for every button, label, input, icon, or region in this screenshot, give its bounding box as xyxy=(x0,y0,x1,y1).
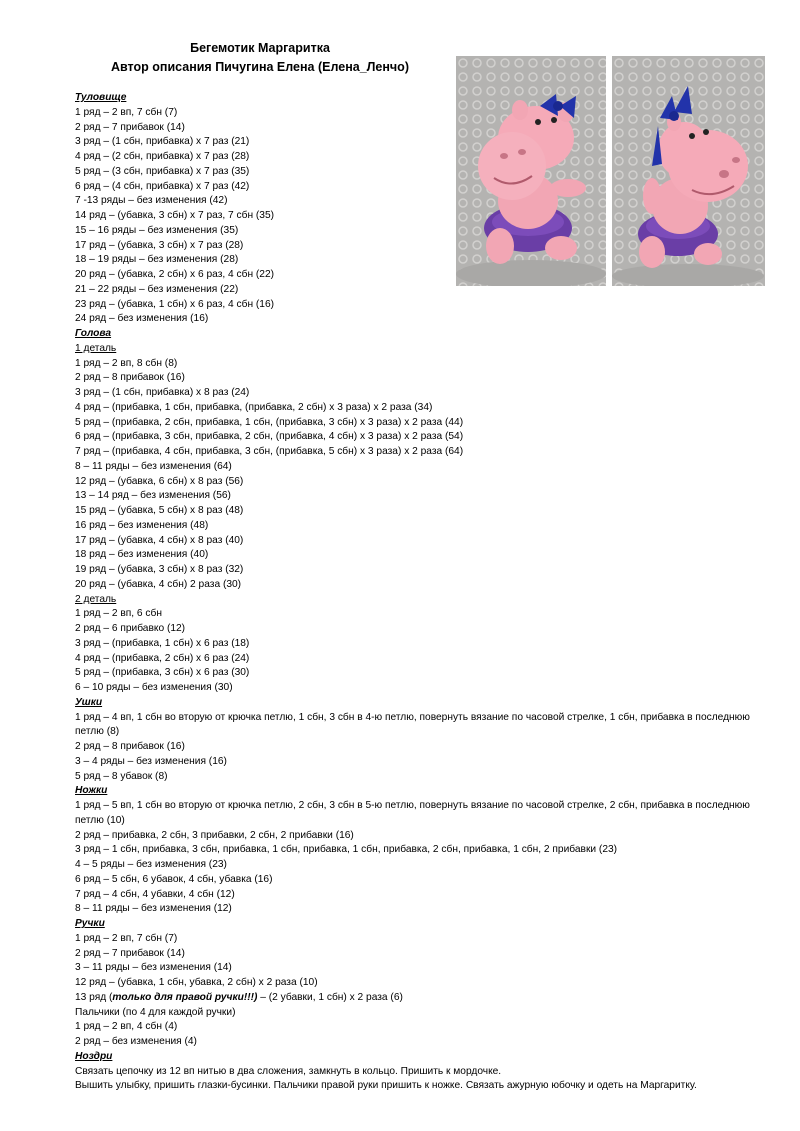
instruction-fragment: 13 ряд ( xyxy=(75,991,113,1003)
instruction-row: 3 ряд – (прибавка, 1 сбн) х 6 раз (18) xyxy=(75,637,250,649)
instruction-row: 1 ряд – 2 вп, 4 сбн (4) xyxy=(75,1021,178,1033)
instruction-row: 12 ряд – (убавка, 6 сбн) х 8 раз (56) xyxy=(75,475,244,487)
instruction-row: 1 ряд – 2 вп, 6 сбн xyxy=(75,608,162,620)
section-heading: Голова xyxy=(75,328,112,339)
instruction-row: 5 ряд – 8 убавок (8) xyxy=(75,770,168,782)
emphasis-note: только для правой ручки!!!) xyxy=(112,991,258,1003)
author-line: Автор описания Пичугина Елена (Елена_Ленчо) xyxy=(111,60,409,74)
instruction-row: 4 ряд – (прибавка, 1 сбн, прибавка, (прибавка, 2 сбн) х 3 раза) х 2 раза (34) xyxy=(75,401,433,413)
instruction-row: 13 – 14 ряд – без изменения (56) xyxy=(75,490,231,502)
instruction-row: 18 – 19 ряды – без изменения (28) xyxy=(75,254,239,266)
instruction-row: 4 ряд – (2 сбн, прибавка) х 7 раз (28) xyxy=(75,151,250,162)
instruction-row: 16 ряд – без изменения (48) xyxy=(75,519,209,531)
instruction-row: 21 – 22 ряды – без изменения (22) xyxy=(75,283,239,295)
instruction-row: 20 ряд – (убавка, 4 сбн) 2 раза (30) xyxy=(75,578,242,590)
instruction-row: 8 – 11 ряды – без изменения (12) xyxy=(75,903,232,915)
instruction-row: Пальчики (по 4 для каждой ручки) xyxy=(75,1006,236,1018)
instruction-row: 3 ряд – (1 сбн, прибавка) х 8 раз (24) xyxy=(75,387,250,398)
instruction-row: 8 – 11 ряды – без изменения (64) xyxy=(75,460,232,472)
instruction-row: 15 – 16 ряды – без изменения (35) xyxy=(75,224,239,236)
instruction-row: 4 ряд – (прибавка, 2 сбн) х 6 раз (24) xyxy=(75,652,250,664)
instruction-row: 2 ряд – 7 прибавок (14) xyxy=(75,121,185,133)
instruction-row: 1 ряд – 5 вп, 1 сбн во вторую от крючка петлю, 2 сбн, 3 сбн в 5-ю петлю, повернуть вязание по часовой стрелке, 2 сбн, прибавка в последнюю петлю (10) xyxy=(75,800,750,826)
section-heading: Туловище xyxy=(75,92,127,103)
instruction-row: 3 ряд – 1 сбн, прибавка, 3 сбн, прибавка, 1 сбн, прибавка, 1 сбн, прибавка, 2 сбн, прибавка, 1 сбн, 2 прибавки (23) xyxy=(75,844,618,856)
instruction-row: 15 ряд – (убавка, 5 сбн) х 8 раз (48) xyxy=(75,505,244,516)
pattern-instructions xyxy=(75,91,775,1094)
instruction-row: 20 ряд – (убавка, 2 сбн) х 6 раз, 4 сбн (22) xyxy=(75,269,275,280)
instruction-row: 5 ряд – (прибавка, 3 сбн) х 6 раз (30) xyxy=(75,667,250,679)
instruction-row: 23 ряд – (убавка, 1 сбн) х 6 раз, 4 сбн (16) xyxy=(75,298,275,310)
instruction-row: 18 ряд – без изменения (40) xyxy=(75,549,209,561)
instruction-row: 2 ряд – 8 прибавок (16) xyxy=(75,372,185,384)
section-heading: Ручки xyxy=(75,918,105,929)
instruction-row: 4 – 5 ряды – без изменения (23) xyxy=(75,859,227,870)
instruction-row: 5 ряд – (3 сбн, прибавка) х 7 раз (35) xyxy=(75,165,250,177)
instruction-row: Вышить улыбку, пришить глазки-бусинки. Пальчики правой руки пришить к ножке. Связать ажурную юбочку и одеть на Маргаритку. xyxy=(75,1080,697,1092)
instruction-row: 6 ряд – (4 сбн, прибавка) х 7 раз (42) xyxy=(75,180,250,192)
instruction-row: 3 ряд – (1 сбн, прибавка) х 7 раз (21) xyxy=(75,136,250,148)
instruction-row: 1 ряд – 2 вп, 8 сбн (8) xyxy=(75,357,178,369)
instruction-row: 1 ряд – 4 вп, 1 сбн во вторую от крючка петлю, 1 сбн, 3 сбн в 4-ю петлю, повернуть вязание по часовой стрелке, 1 сбн, прибавка в последнюю петлю (8) xyxy=(75,711,750,738)
instruction-row: 6 ряд – (прибавка, 3 сбн, прибавка, 2 сбн, (прибавка, 4 сбн) х 3 раза) х 2 раза (54) xyxy=(75,431,464,443)
instruction-row: 2 ряд – 8 прибавок (16) xyxy=(75,741,185,752)
part-subheading: 1 деталь xyxy=(75,342,117,354)
instruction-row: 2 ряд – прибавка, 2 сбн, 3 прибавки, 2 сбн, 2 прибавки (16) xyxy=(75,829,354,841)
instruction-fragment: – (2 убавки, 1 сбн) х 2 раза (6) xyxy=(257,991,403,1003)
instruction-row: 3 – 4 ряды – без изменения (16) xyxy=(75,755,227,767)
instruction-row: 17 ряд – (убавка, 4 сбн) х 8 раз (40) xyxy=(75,534,244,546)
instruction-row xyxy=(75,991,775,1006)
section-heading: Ноздри xyxy=(75,1050,113,1062)
section-heading: Ушки xyxy=(75,696,103,708)
instruction-row: 3 – 11 ряды – без изменения (14) xyxy=(75,962,232,974)
instruction-row: 19 ряд – (убавка, 3 сбн) х 8 раз (32) xyxy=(75,564,244,575)
instruction-row: Связать цепочку из 12 вп нитью в два сложения, замкнуть в кольцо. Пришить к мордочке. xyxy=(75,1065,502,1077)
instruction-row: 1 ряд – 2 вп, 7 сбн (7) xyxy=(75,106,178,118)
document-title: Бегемотик Маргаритка xyxy=(190,41,330,55)
instruction-row: 2 ряд – 7 прибавок (14) xyxy=(75,947,185,959)
instruction-row: 7 ряд – (прибавка, 4 сбн, прибавка, 3 сбн, (прибавка, 5 сбн) х 3 раза) х 2 раза (64) xyxy=(75,446,464,457)
instruction-row: 7 -13 ряды – без изменения (42) xyxy=(75,195,228,207)
instruction-row: 6 ряд – 5 сбн, 6 убавок, 4 сбн, убавка (16) xyxy=(75,873,273,885)
instruction-row: 24 ряд – без изменения (16) xyxy=(75,313,209,325)
instruction-row: 17 ряд – (убавка, 3 сбн) х 7 раз (28) xyxy=(75,239,244,251)
instruction-row: 5 ряд – (прибавка, 2 сбн, прибавка, 1 сбн, (прибавка, 3 сбн) х 3 раза) х 2 раза (44) xyxy=(75,416,464,428)
instruction-row: 1 ряд – 2 вп, 7 сбн (7) xyxy=(75,932,178,944)
instruction-row: 6 – 10 ряды – без изменения (30) xyxy=(75,682,233,693)
instruction-row: 2 ряд – без изменения (4) xyxy=(75,1036,197,1047)
instruction-row: 14 ряд – (убавка, 3 сбн) х 7 раз, 7 сбн (35) xyxy=(75,210,275,221)
section-heading: Ножки xyxy=(75,785,108,797)
part-subheading: 2 деталь xyxy=(75,593,117,605)
instruction-row: 12 ряд – (убавка, 1 сбн, убавка, 2 сбн) х 2 раза (10) xyxy=(75,977,318,988)
instruction-row: 2 ряд – 6 прибавко (12) xyxy=(75,623,186,634)
instruction-row: 7 ряд – 4 сбн, 4 убавки, 4 сбн (12) xyxy=(75,888,235,900)
